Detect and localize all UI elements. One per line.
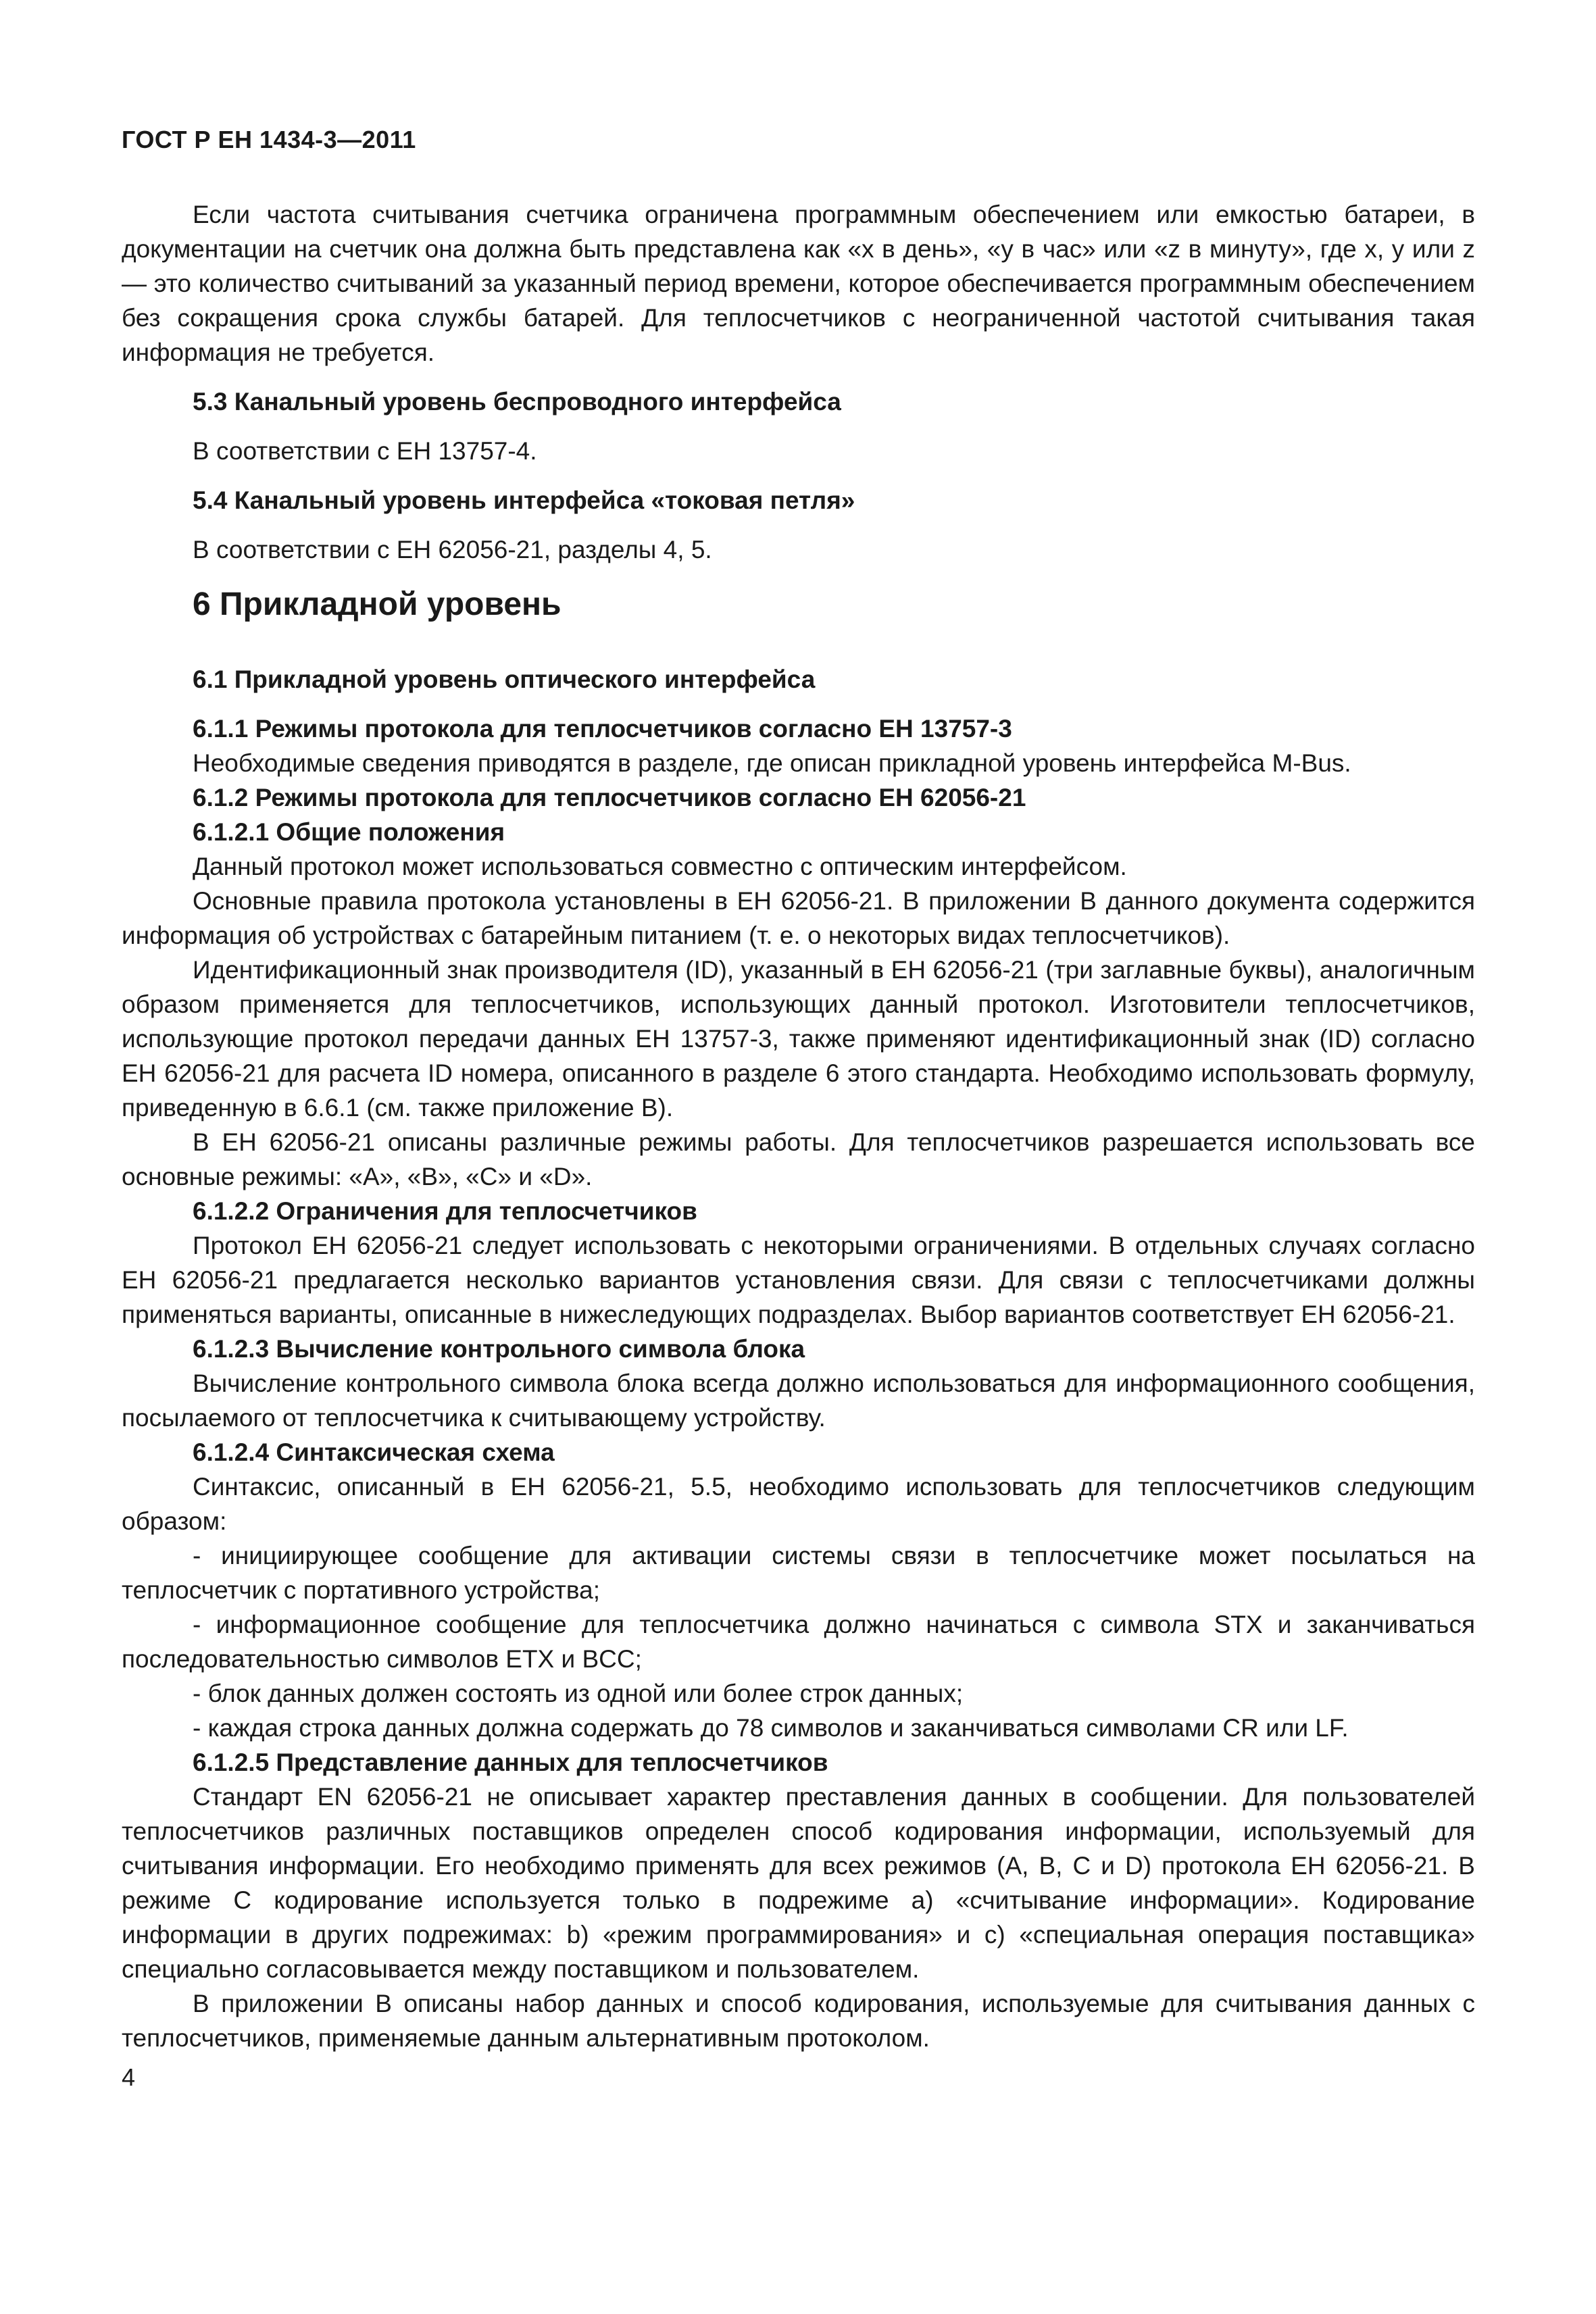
paragraph-6-1-2-5-a: Стандарт EN 62056-21 не описывает характер преставления данных в сообщении. Для пользователей теплосчетчиков различных поставщиков определен способ кодирования информации, используемый для считывания информации. Его необходимо применять для всех режимов (A, B, C и D) протокола ЕН 62056-21. В режиме C кодирование используется только в подрежиме а) «считывание информации». Кодирование информации в других подрежимах: b) «режим программирования» и c) «специальная операция поставщика» специально согласовывается между поставщиком и пользователем. bbox=[122, 1783, 1475, 1983]
heading-5-4: 5.4 Канальный уровень интерфейса «токовая петля» bbox=[193, 486, 855, 514]
heading-6-1-2: 6.1.2 Режимы протокола для теплосчетчиков согласно ЕН 62056-21 bbox=[193, 784, 1026, 811]
page-number: 4 bbox=[122, 2063, 136, 2091]
heading-6-1-2-4: 6.1.2.4 Синтаксическая схема bbox=[193, 1438, 555, 1466]
list-item-4: - каждая строка данных должна содержать до 78 символов и заканчиваться символами CR или LF. bbox=[193, 1714, 1349, 1742]
list-item-2: - информационное сообщение для теплосчетчика должно начинаться с символа STX и заканчиваться последовательностью символов ETX и BCC; bbox=[122, 1611, 1475, 1673]
heading-6-1-2-5: 6.1.2.5 Представление данных для теплосчетчиков bbox=[193, 1749, 828, 1776]
paragraph-6-1-2-1-d: В ЕН 62056-21 описаны различные режимы работы. Для теплосчетчиков разрешается использовать все основные режимы: «A», «B», «C» и «D». bbox=[122, 1128, 1475, 1190]
heading-5-3: 5.3 Канальный уровень беспроводного интерфейса bbox=[193, 388, 841, 416]
page-content bbox=[122, 197, 1475, 2055]
paragraph-6-1-2-4: Синтаксис, описанный в ЕН 62056-21, 5.5, необходимо использовать для теплосчетчиков следующим образом: bbox=[122, 1473, 1475, 1535]
heading-6-1: 6.1 Прикладной уровень оптического интерфейса bbox=[193, 665, 816, 693]
standard-header: ГОСТ Р ЕН 1434-3—2011 bbox=[122, 126, 416, 153]
paragraph-5-4: В соответствии с ЕН 62056-21, разделы 4, 5. bbox=[193, 536, 712, 563]
paragraph-6-1-2-1-b: Основные правила протокола установлены в ЕН 62056-21. В приложении В данного документа содержится информация об устройствах с батарейным питанием (т. е. о некоторых видах теплосчетчиков). bbox=[122, 887, 1475, 949]
paragraph-6-1-2-2: Протокол ЕН 62056-21 следует использовать с некоторыми ограничениями. В отдельных случаях согласно ЕН 62056-21 предлагается несколько вариантов установления связи. Для связи с теплосчетчиками должны применяться варианты, описанные в нижеследующих подразделах. Выбор вариантов соответствует ЕН 62056-21. bbox=[122, 1232, 1475, 1328]
paragraph-reading-frequency: Если частота считывания счетчика ограничена программным обеспечением или емкостью батареи, в документации на счетчик она должна быть представлена как «x в день», «y в час» или «z в минуту», где x, y или z — это количество считываний за указанный период времени, которое обеспечивается программным обеспечением без сокращения срока службы батарей. Для теплосчетчиков с неограниченной частотой считывания такая информация не требуется. bbox=[122, 201, 1475, 366]
heading-6-1-1: 6.1.1 Режимы протокола для теплосчетчиков согласно ЕН 13757-3 bbox=[193, 715, 1012, 743]
paragraph-5-3: В соответствии с ЕН 13757-4. bbox=[193, 437, 537, 465]
list-item-3: - блок данных должен состоять из одной или более строк данных; bbox=[193, 1680, 964, 1707]
paragraph-6-1-2-3: Вычисление контрольного символа блока всегда должно использоваться для информационного сообщения, посылаемого от теплосчетчика к считывающему устройству. bbox=[122, 1369, 1475, 1432]
paragraph-6-1-2-1-c: Идентификационный знак производителя (ID), указанный в ЕН 62056-21 (три заглавные буквы), аналогичным образом применяется для теплосчетчиков, использующих данный протокол. Изготовители теплосчетчиков, использующие протокол передачи данных ЕН 13757-3, также применяют идентификационный знак (ID) согласно ЕН 62056-21 для расчета ID номера, описанного в разделе 6 этого стандарта. Необходимо использовать формулу, приведенную в 6.6.1 (см. также приложение В). bbox=[122, 956, 1475, 1122]
heading-section-6: 6 Прикладной уровень bbox=[193, 586, 562, 622]
heading-6-1-2-3: 6.1.2.3 Вычисление контрольного символа блока bbox=[193, 1335, 805, 1363]
list-item-1: - инициирующее сообщение для активации системы связи в теплосчетчике может посылаться на теплосчетчик с портативного устройства; bbox=[122, 1542, 1475, 1604]
paragraph-6-1-2-1-a: Данный протокол может использоваться совместно с оптическим интерфейсом. bbox=[193, 853, 1127, 880]
heading-6-1-2-1: 6.1.2.1 Общие положения bbox=[193, 818, 505, 846]
paragraph-6-1-1: Необходимые сведения приводятся в разделе, где описан прикладной уровень интерфейса M-Bus. bbox=[193, 749, 1351, 777]
paragraph-6-1-2-5-b: В приложении В описаны набор данных и способ кодирования, используемые для считывания данных с теплосчетчиков, применяемые данным альтернативным протоколом. bbox=[122, 1990, 1475, 2052]
heading-6-1-2-2: 6.1.2.2 Ограничения для теплосчетчиков bbox=[193, 1197, 697, 1225]
